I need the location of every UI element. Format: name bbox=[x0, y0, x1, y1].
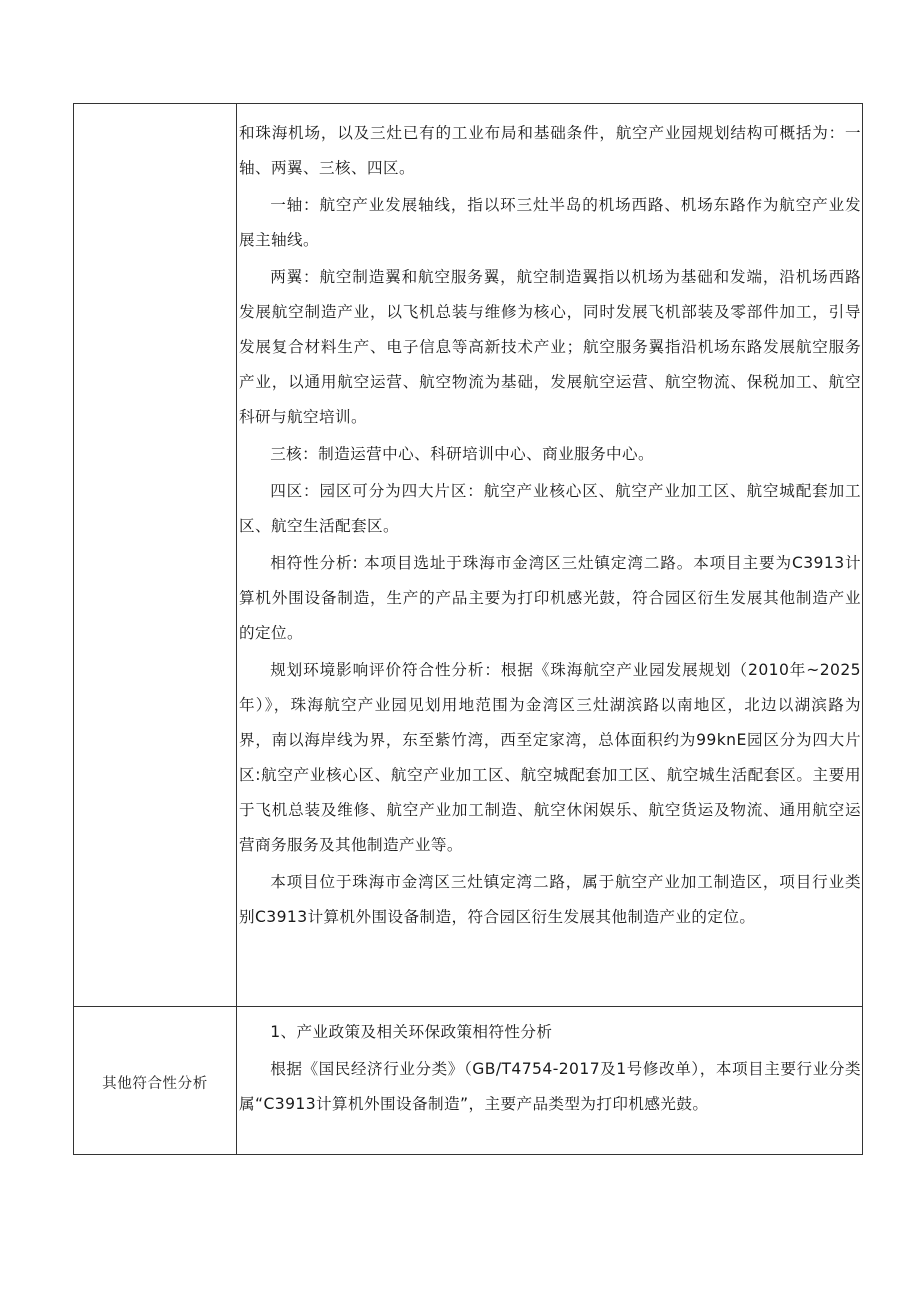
paragraph-text: 和珠海机场，以及三灶已有的工业布局和基础条件，航空产业园规划结构可概括为：一轴、两翼、三核、四区。 bbox=[239, 124, 861, 177]
row-label-cell bbox=[74, 104, 237, 1006]
paragraph-text: ：根据《珠海航空产业园发展规划（2010年~2025年）》，珠海航空产业园见划用地范围为金湾区三灶湖滨路以南地区，北边以湖滨路为界，南以海岸线为界，东至紫竹湾，西至定家湾，总体面积约为99knE园区分为四大片区:航空产业核心区、航空产业加工区、航空城配套加工区、航空城生活配套区。主要用于飞机总装及维修、航空产业加工制造、航空休闲娱乐、航空货运及物流、通用航空运营商务服务及其他制造产业等。 bbox=[239, 661, 862, 854]
paragraph-text: 一轴：航空产业发展轴线，指以环三灶半岛的机场西路、机场东路作为航空产业发展主轴线。 bbox=[239, 196, 861, 249]
paragraph-lead: 规划环境影响评价符合性分析 bbox=[270, 661, 485, 679]
document-table bbox=[73, 103, 863, 1155]
paragraph bbox=[239, 116, 861, 186]
section-heading: 1、产业政策及相关环保政策相符性分析 bbox=[270, 1023, 553, 1041]
paragraph bbox=[239, 188, 861, 258]
paragraph bbox=[239, 865, 861, 935]
paragraph-text: 根据《国民经济行业分类》（GB/T4754-2017及1号修改单），本项目主要行业分类属“C3913计算机外围设备制造”，主要产品类型为打印机感光鼓。 bbox=[239, 1060, 861, 1113]
row-content-cell bbox=[237, 104, 862, 1006]
paragraph bbox=[239, 653, 861, 863]
table-row-planning bbox=[74, 104, 862, 1007]
row-label-other-compliance: 其他符合性分析 bbox=[102, 1076, 208, 1092]
other-compliance-text bbox=[239, 1015, 861, 1124]
paragraph bbox=[239, 546, 861, 651]
paragraph bbox=[239, 260, 861, 435]
paragraph-text: 本项目位于珠海市金湾区三灶镇定湾二路，属于航空产业加工制造区，项目行业类别C3913计算机外围设备制造，符合园区衍生发展其他制造产业的定位。 bbox=[239, 873, 861, 926]
row-content-cell bbox=[237, 1007, 862, 1154]
paragraph-text: 两翼：航空制造翼和航空服务翼，航空制造翼指以机场为基础和发端，沿机场西路发展航空制造产业，以飞机总装与维修为核心，同时发展飞机部装及零部件加工，引导发展复合材料生产、电子信息等高新技术产业；航空服务翼指沿机场东路发展航空服务产业，以通用航空运营、航空物流为基础，发展航空运营、航空物流、保税加工、航空科研与航空培训。 bbox=[239, 268, 861, 426]
row-label-cell bbox=[74, 1007, 237, 1154]
paragraph bbox=[239, 1052, 861, 1122]
paragraph-text: 四区：园区可分为四大片区：航空产业核心区、航空产业加工区、航空城配套加工区、航空生活配套区。 bbox=[239, 482, 861, 535]
table-row-other-compliance bbox=[74, 1007, 862, 1154]
paragraph-text: : 本项目选址于珠海市金湾区三灶镇定湾二路。本项目主要为C3913计算机外围设备制造，生产的产品主要为打印机感光鼓，符合园区衍生发展其他制造产业的定位。 bbox=[239, 554, 861, 642]
paragraph bbox=[239, 474, 861, 544]
paragraph-lead: 相符性分析 bbox=[270, 554, 353, 572]
paragraph bbox=[239, 437, 861, 472]
paragraph-text: 三核：制造运营中心、科研培训中心、商业服务中心。 bbox=[270, 445, 655, 463]
planning-analysis-text bbox=[239, 116, 861, 937]
